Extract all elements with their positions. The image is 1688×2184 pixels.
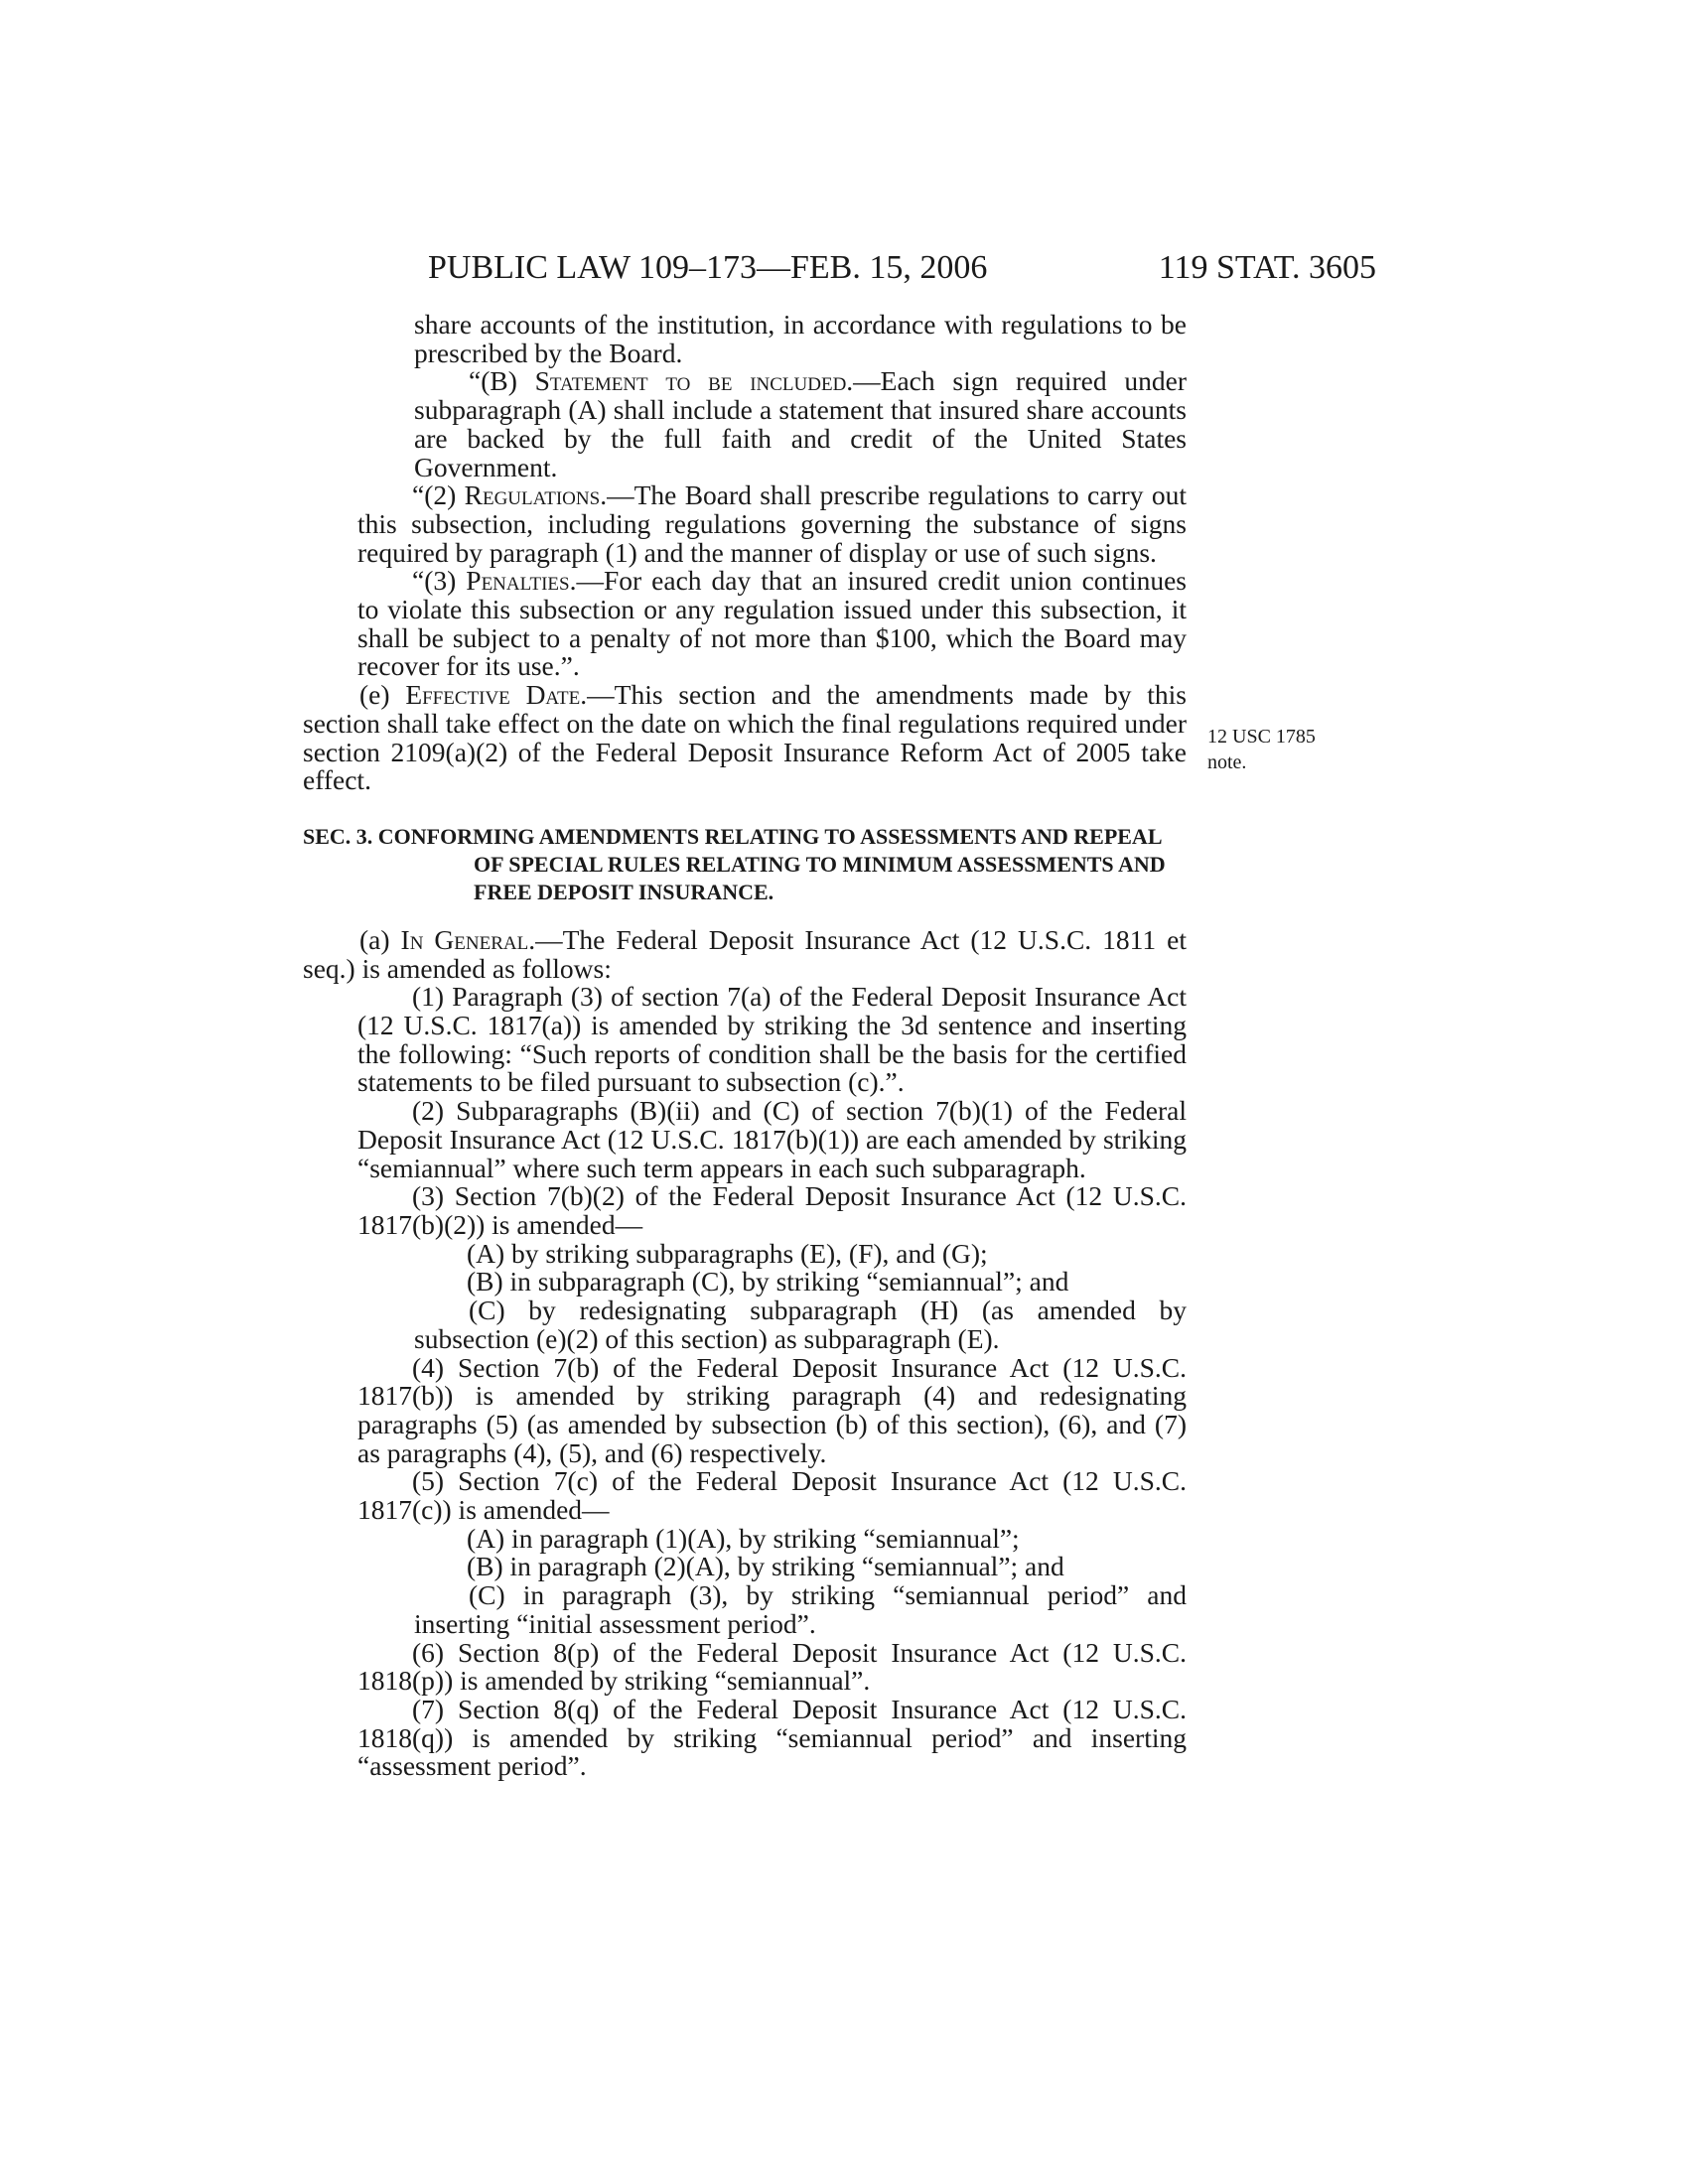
paragraph-item-5: (5) Section 7(c) of the Federal Deposit Insurance Act (12 U.S.C. 1817(c)) is amended— (357, 1465, 1187, 1526)
running-header (428, 248, 1376, 288)
paragraph-in-general (303, 923, 1187, 984)
para-text: .—This section and the amendments made by this section shall take effect on the date on which the final regulations required under section 2109(a)(2) of the Federal Deposit Insurance Reform Act of 2005 take effect. (303, 679, 1187, 796)
header-stat-page: 119 STAT. 3605 (1158, 249, 1376, 286)
paragraph-statement-included (303, 367, 1187, 481)
para-prefix: “(B) (469, 365, 535, 397)
paragraph-item-4: (4) Section 7(b) of the Federal Deposit Insurance Act (12 U.S.C. 1817(b)) is amended by striking paragraph (4) and redesignating paragraphs (5) (as amended by subsection (b) of this section), (6), and (7) as paragraphs (4), (5), and (6) respectively. (357, 1351, 1187, 1468)
margin-note-line-1: 12 USC 1785 (1207, 726, 1316, 748)
para-prefix: (a) (359, 923, 401, 955)
para-text: .—The Board shall prescribe regulations to carry out this subsection, including regulations governing the substance of signs required by paragraph (1) and the manner of display or use of such signs. (357, 479, 1187, 568)
para-heading: Penalties (466, 565, 570, 597)
paragraph-item-6: (6) Section 8(p) of the Federal Deposit Insurance Act (12 U.S.C. 1818(p)) is amended by striking “semiannual”. (357, 1636, 1187, 1697)
document-body (303, 311, 1187, 1781)
para-prefix: “(3) (412, 565, 467, 597)
para-text: .—The Federal Deposit Insurance Act (12 U.S.C. 1811 et seq.) is amended as follows: (303, 923, 1187, 984)
header-public-law: PUBLIC LAW 109–173—FEB. 15, 2006 (428, 249, 988, 286)
para-prefix: “(2) (412, 479, 465, 511)
paragraph-effective-date (303, 681, 1187, 795)
paragraph-item-3: (3) Section 7(b)(2) of the Federal Deposit Insurance Act (12 U.S.C. 1817(b)(2)) is amended— (357, 1180, 1187, 1240)
para-heading: Statement to be included (534, 365, 847, 397)
para-prefix: (e) (359, 679, 406, 711)
paragraph-item-5a: (A) in paragraph (1)(A), by striking “semiannual”; (467, 1522, 1020, 1554)
section-heading: SEC. 3. CONFORMING AMENDMENTS RELATING TO ASSESSMENTS AND REPEAL OF SPECIAL RULES RELATING TO MINIMUM ASSESSMENTS AND FREE DEPOSIT INSURANCE. (303, 823, 1166, 904)
para-heading: Effective Date (405, 679, 581, 711)
paragraph-item-3c: (C) by redesignating subparagraph (H) (as amended by subsection (e)(2) of this section) as subparagraph (E). (414, 1295, 1187, 1354)
paragraph-item-3b: (B) in subparagraph (C), by striking “semiannual”; and (467, 1266, 1069, 1297)
paragraph-item-1: (1) Paragraph (3) of section 7(a) of the Federal Deposit Insurance Act (12 U.S.C. 1817(a)) is amended by striking the 3d sentence and inserting the following: “Such reports of condition shall be the basis for the certified statements to be filed pursuant to subsection (c).”. (357, 981, 1187, 1098)
paragraph-item-2: (2) Subparagraphs (B)(ii) and (C) of section 7(b)(1) of the Federal Deposit Insurance Act (12 U.S.C. 1817(b)(1)) are each amended by striking “semiannual” where such term appears in each such subparagraph. (357, 1095, 1187, 1183)
paragraph-item-5c: (C) in paragraph (3), by striking “semiannual period” and inserting “initial assessment period”. (414, 1579, 1187, 1639)
paragraph-item-5b: (B) in paragraph (2)(A), by striking “semiannual”; and (467, 1551, 1064, 1582)
paragraph-item-3a: (A) by striking subparagraphs (E), (F), and (G); (467, 1237, 988, 1269)
margin-citation-note (1207, 724, 1327, 775)
para-text: .—For each day that an insured credit union continues to violate this subsection or any regulation issued under this subsection, it shall be subject to a penalty of not more than $100, which the Board may recover for its use.”. (357, 565, 1187, 682)
margin-note-line-2: note. (1207, 751, 1247, 773)
para-heading: Regulations (464, 479, 601, 511)
para-text: .—Each sign required under subparagraph (A) shall include a statement that insured share accounts are backed by the full faith and credit of the United States Government. (414, 365, 1187, 482)
paragraph-regulations (303, 481, 1187, 567)
paragraph-share-accounts: share accounts of the institution, in accordance with regulations to be prescribed by the Board. (414, 309, 1187, 368)
paragraph-penalties (303, 567, 1187, 681)
paragraph-item-7: (7) Section 8(q) of the Federal Deposit Insurance Act (12 U.S.C. 1818(q)) is amended by striking “semiannual period” and inserting “assessment period”. (357, 1693, 1187, 1782)
para-heading: In General (400, 923, 529, 955)
